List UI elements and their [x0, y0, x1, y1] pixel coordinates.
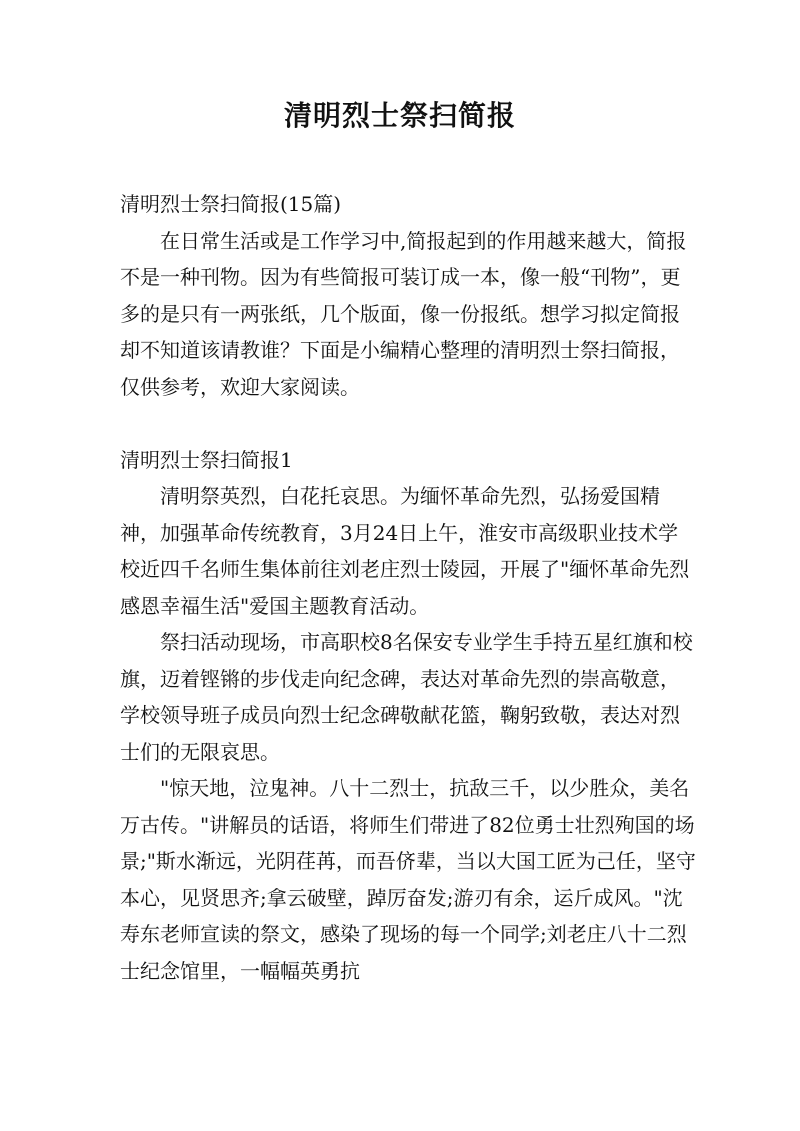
section-paragraph: "惊天地，泣鬼神。八十二烈士，抗敌三千，以少胜众，美名万古传。"讲解员的话语，将师生们带进了82位勇士壮烈殉国的场景;"斯水渐远，光阴荏苒，而吾侪辈，当以大国工匠为己任，坚守本心，见贤思齐;拿云破壁，踔厉奋发;游刃有余，运斤成风。"沈寿东老师宣读的祭文，感染了现场的每一个同学;刘老庄八十二烈士纪念馆里，一幅幅英勇抗	[120, 776, 696, 983]
section-heading: 清明烈士祭扫简报1	[120, 447, 293, 472]
intro-paragraph: 在日常生活或是工作学习中,简报起到的作用越来越大，简报不是一种刊物。因为有些简报可装订成一本，像一般“刊物”，更多的是只有一两张纸，几个版面，像一份报纸。想学习拟定简报却不知道该请教谁？下面是小编精心整理的清明烈士祭扫简报，仅供参考，欢迎大家阅读。	[120, 228, 687, 399]
section-paragraph: 清明祭英烈，白花托哀思。为缅怀革命先烈，弘扬爱国精神，加强革命传统教育，3月24日上午，淮安市高级职业技术学校近四千名师生集体前往刘老庄烈士陵园，开展了"缅怀革命先烈感恩幸福生活"爱国主题教育活动。	[120, 484, 690, 618]
document-title: 清明烈士祭扫简报	[283, 99, 516, 132]
document-body	[120, 186, 698, 989]
intro-heading: 清明烈士祭扫简报(15篇)	[120, 192, 342, 216]
section-paragraph: 祭扫活动现场，市高职校8名保安专业学生手持五星红旗和校旗，迈着铿锵的步伐走向纪念碑，表达对革命先烈的崇高敬意，学校领导班子成员向烈士纪念碑敬献花篮，鞠躬致敬，表达对烈士们的无限哀思。	[120, 630, 693, 764]
